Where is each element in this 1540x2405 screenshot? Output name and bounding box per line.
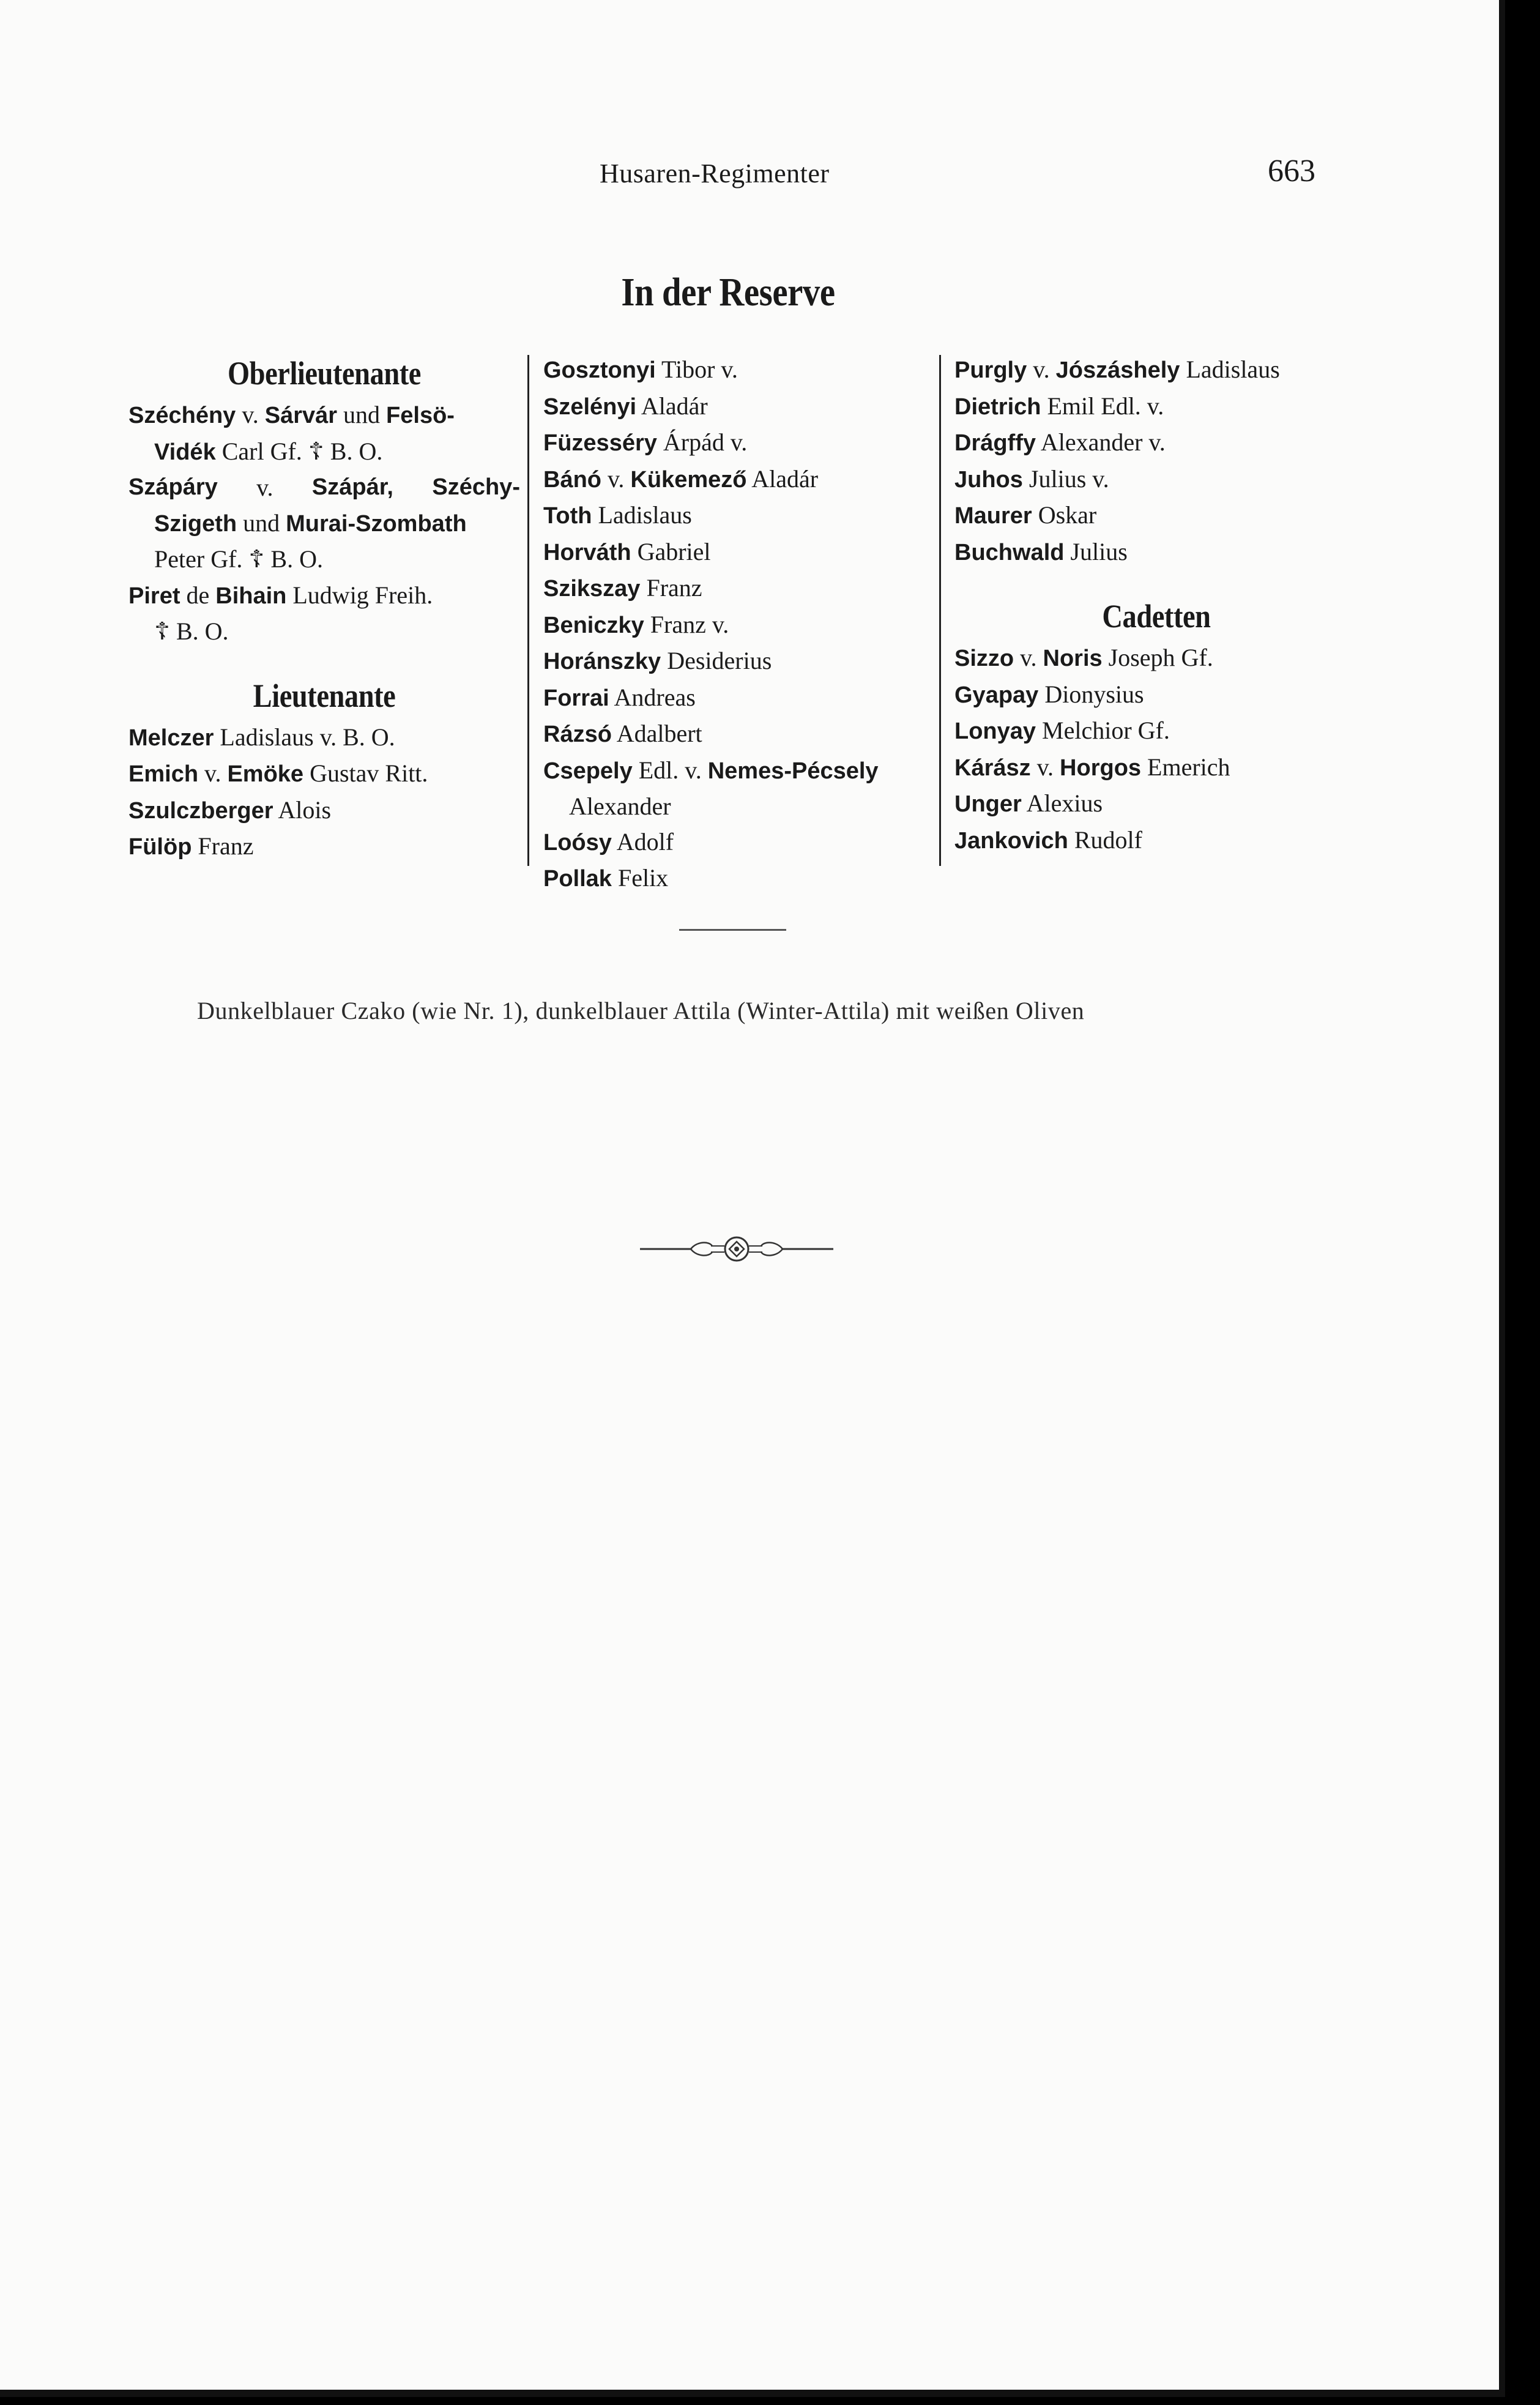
list-item: Szelényi Aladár	[543, 392, 708, 420]
list-item: Csepely Edl. v. Nemes-Pécsely	[543, 756, 879, 784]
list-item: Gyapay Dionysius	[954, 680, 1144, 708]
list-item: Bánó v. Kükemező Aladár	[543, 464, 819, 493]
list-item: Rázsó Adalbert	[543, 720, 702, 747]
cross-icon: ☦	[154, 617, 170, 646]
list-item: Szulczberger Alois	[128, 796, 332, 824]
list-item: Maurer Oskar	[954, 501, 1097, 529]
list-item: Melczer Ladislaus v. B. O.	[128, 723, 395, 751]
list-item: Unger Alexius	[954, 789, 1103, 817]
lieutenante-heading: Lieutenante	[253, 677, 396, 714]
list-item: Beniczky Franz v.	[543, 610, 729, 638]
list-item: Buchwald Julius	[954, 537, 1128, 565]
list-item: Szikszay Franz	[543, 574, 702, 602]
list-item: Dietrich Emil Edl. v.	[954, 392, 1164, 420]
list-item: Horváth Gabriel	[543, 537, 711, 565]
list-item: Loósy Adolf	[543, 827, 674, 856]
right-column	[954, 352, 1358, 859]
list-item: Jankovich Rudolf	[954, 826, 1142, 854]
list-item: Toth Ladislaus	[543, 501, 692, 529]
list-item: Drágffy Alexander v.	[954, 428, 1166, 456]
list-item: Piret de Bihain Ludwig Freih.	[128, 581, 433, 609]
uniform-note: Dunkelblauer Czako (wie Nr. 1), dunkelblauer Attila (Winter-Attila) mit weißen Oliven	[197, 997, 1085, 1024]
list-item: Széchény v. Sárvár und Felsö-	[128, 401, 455, 428]
middle-column	[543, 352, 935, 897]
list-item: Füzesséry Árpád v.	[543, 428, 748, 456]
list-item: Kárász v. Horgos Emerich	[954, 753, 1230, 781]
list-item: Emich v. Emöke Gustav Ritt.	[128, 759, 428, 787]
column-divider-1	[527, 355, 529, 866]
list-item: Gosztonyi Tibor v.	[543, 356, 738, 383]
list-item: Horánszky Desiderius	[543, 647, 772, 674]
oberlieutenante-heading: Oberlieutenante	[227, 355, 421, 392]
list-item: Szigeth und Murai-Szombath	[154, 509, 467, 537]
left-column	[128, 352, 520, 865]
cross-icon: ☦	[248, 545, 265, 573]
list-item: Lonyay Melchior Gf.	[954, 717, 1170, 744]
list-item: Sizzo v. Noris Joseph Gf.	[954, 644, 1213, 671]
list-item: Pollak Felix	[543, 864, 669, 892]
list-item: Fülöp Franz	[128, 832, 254, 860]
section-title: In der Reserve	[621, 270, 835, 315]
scroll-ornament-icon	[639, 1234, 835, 1267]
list-item: Szápáry v. Szápár, Széchy-	[128, 474, 520, 501]
page-number: 663	[1268, 154, 1315, 188]
column-divider-2	[939, 355, 941, 866]
list-item: Juhos Julius v.	[954, 464, 1109, 493]
list-item: Alexander	[569, 792, 671, 820]
cross-icon: ☦	[308, 437, 324, 466]
list-item: Purgly v. Jószáshely Ladislaus	[954, 356, 1280, 383]
list-item: ☦ B. O.	[154, 617, 229, 646]
cadetten-heading: Cadetten	[1102, 598, 1211, 635]
section-divider	[679, 929, 786, 931]
list-item: Peter Gf. ☦ B. O.	[154, 545, 323, 573]
list-item: Vidék Carl Gf. ☦ B. O.	[154, 437, 383, 466]
list-item: Forrai Andreas	[543, 683, 696, 711]
running-head: Husaren-Regimenter	[600, 158, 830, 188]
